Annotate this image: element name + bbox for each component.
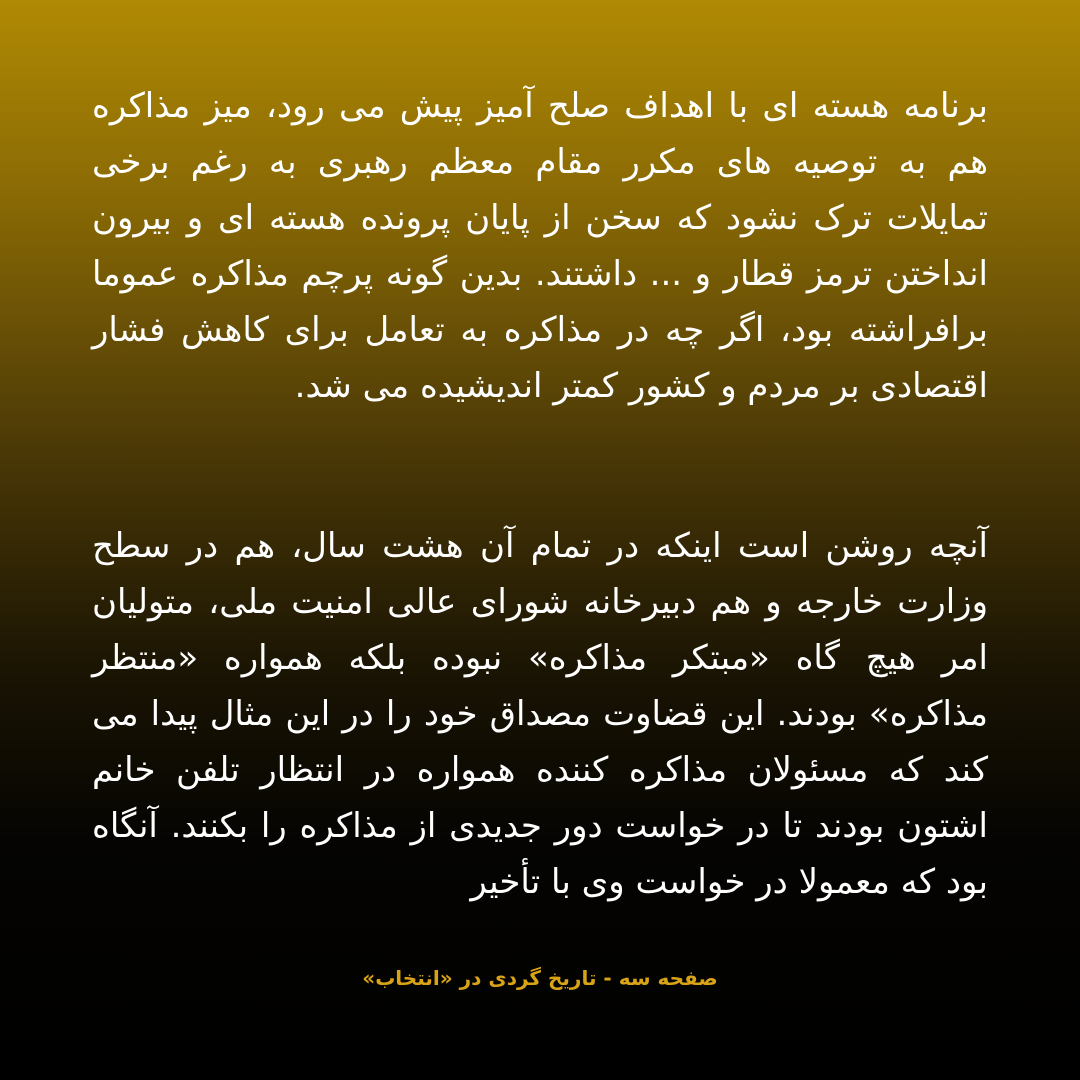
article-paragraph-1: برنامه هسته ای با اهداف صلح آمیز پیش می رود، میز مذاکره هم به توصیه های مکرر مقام معظم رهبری به رغم برخی تمایلات ترک نشود که سخن از پایان پرونده هسته ای و بیرون انداختن ترمز قطار و ... داشتند. بدین گونه پرچم مذاکره عموما برافراشته بود، اگر چه در مذاکره به تعامل برای کاهش فشار اقتصادی بر مردم و کشور کمتر اندیشیده می شد.	[92, 86, 988, 406]
article-paragraph-2: آنچه روشن است اینکه در تمام آن هشت سال، هم در سطح وزارت خارجه و هم دبیرخانه شورای عالی امنیت ملی، متولیان امر هیچ گاه «مبتکر مذاکره» نبوده بلکه همواره «منتظر مذاکره» بودند. این قضاوت مصداق خود را در این مثال پیدا می کند که مسئولان مذاکره کننده همواره در انتظار تلفن خانم اشتون بودند تا در خواست دور جدیدی از مذاکره را بکنند. آنگاه بود که معمولا در خواست وی با تأخیر	[92, 526, 988, 902]
page-caption: صفحه سه - تاریخ گردی در «انتخاب»	[362, 966, 718, 990]
